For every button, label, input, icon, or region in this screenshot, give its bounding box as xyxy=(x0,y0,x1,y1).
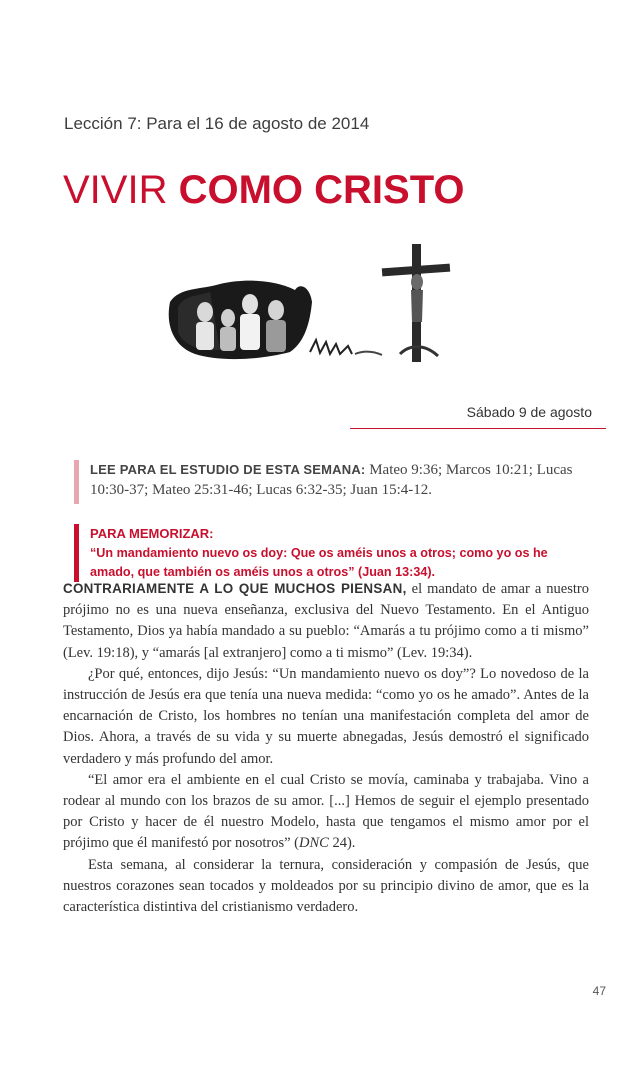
paragraph-4: Esta semana, al considerar la ternura, consideración y compasión de Jesús, que nuestros corazones sean tocados y moldeados por su principio divino de amor, que es la característica distintiva del cristianismo verdadero. xyxy=(63,856,589,916)
reading-box xyxy=(74,460,592,500)
reading-bar xyxy=(74,460,79,504)
memorize-text: “Un mandamiento nuevo os doy: Que os améis unos a otros; como yo os he amado, que también os améis unos a otros” (Juan 13:34). xyxy=(90,546,548,579)
day-date: Sábado 9 de agosto xyxy=(466,404,592,420)
paragraph-3-citation: DNC xyxy=(298,835,329,852)
crowd-and-cross-illustration xyxy=(160,232,460,372)
paragraph-3-text-a: “El amor era el ambiente en el cual Cristo se movía, caminaba y trabajaba. Vino a rodear al mundo con los brazos de su amor. [...] Hemos de seguir el ejemplo presentado por Cristo y hacer de él nuestro Modelo, hasta que tengamos el mismo amor por el prójimo que él manifestó por nosotros” ( xyxy=(63,771,589,852)
memorize-box xyxy=(74,524,592,582)
memorize-label: PARA MEMORIZAR: xyxy=(90,526,214,541)
paragraph-3 xyxy=(63,770,589,855)
date-divider xyxy=(350,428,606,429)
page-number: 47 xyxy=(592,984,606,998)
main-body xyxy=(63,578,589,918)
title-light: VIVIR xyxy=(63,168,168,212)
paragraph-2: ¿Por qué, entonces, dijo Jesús: “Un mandamiento nuevo os doy”? Lo novedoso de la instrucción de Jesús era que tenía una nueva medida: “como yo os he amado”. Antes de la encarnación de Cristo, los hombres no tenían una manifestación completa del amor de Dios. Ahora, a través de su vida y su muerte abnegadas, Jesús demostró el significado verdadero y más profundo del amor. xyxy=(63,665,589,767)
reading-label: LEE PARA EL ESTUDIO DE ESTA SEMANA: xyxy=(90,462,366,477)
paragraph-1 xyxy=(63,578,589,664)
paragraph-1-lead: CONTRARIAMENTE A LO QUE MUCHOS PIENSAN, xyxy=(63,581,407,596)
paragraph-3-text-b: 24). xyxy=(328,835,356,852)
memorize-bar xyxy=(74,524,79,582)
page-title xyxy=(63,168,465,213)
paragraph-1-text: el mandato de amar a nuestro prójimo no es una nueva enseñanza, exclusiva del Nuevo Testamento. En el Antiguo Testamento, Dios ya había mandado a su pueblo: “Amarás a tu prójimo como a ti mismo” (Lev. 19:18), y “amarás [al extranjero] como a ti mismo” (Lev. 19:34). xyxy=(63,581,589,661)
lesson-heading: Lección 7: Para el 16 de agosto de 2014 xyxy=(64,114,370,133)
title-bold: COMO CRISTO xyxy=(178,168,465,212)
reading-refs: Mateo 9:36; Marcos 10:21; Lucas 10:30-37; Mateo 25:31-46; Lucas 6:32-35; Juan 15:4-12. xyxy=(90,462,573,498)
